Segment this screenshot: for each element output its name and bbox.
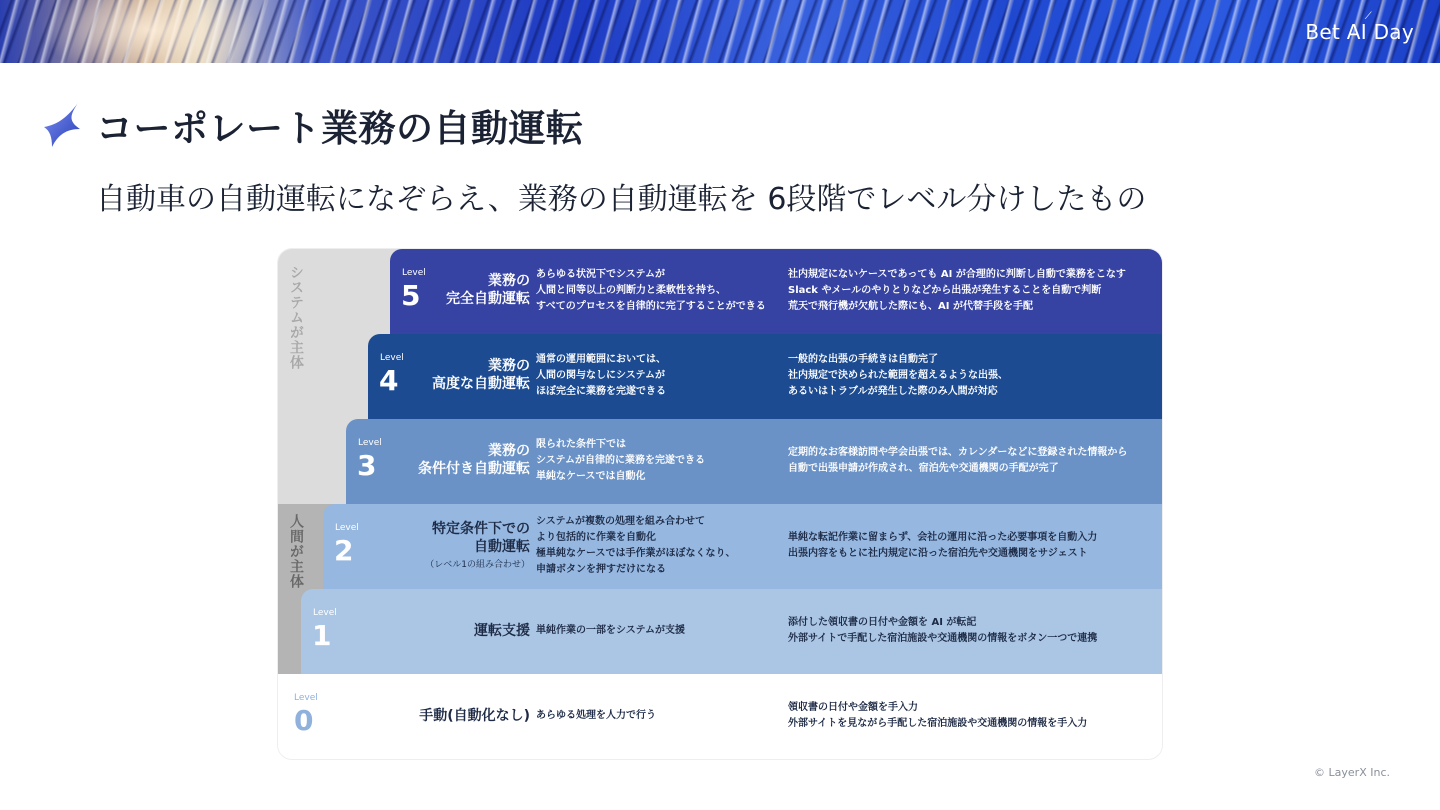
level-label: Level	[380, 353, 404, 363]
level-name	[368, 357, 530, 393]
description-line: 限られた条件下では	[536, 439, 626, 450]
level-number: 1	[312, 619, 332, 652]
level-label: Level	[402, 268, 426, 278]
level-name-line: 条件付き自動運転	[418, 461, 530, 477]
brand-text: Bet AI Day	[1305, 20, 1414, 44]
level-row-1	[301, 589, 1162, 674]
description-line: システムが複数の処理を組み合わせて	[536, 516, 705, 527]
level-row-2	[323, 504, 1162, 589]
description-line: より包括的に作業を自動化	[536, 532, 656, 543]
level-number: 0	[294, 704, 314, 737]
level-name-line: 業務の	[488, 443, 530, 459]
level-name-line: 業務の	[488, 273, 530, 289]
description-line: 人間の関与なしにシステムが	[536, 370, 665, 381]
brand-logo	[1305, 11, 1414, 44]
level-name	[346, 442, 530, 478]
level-name-line: 特定条件下での	[432, 521, 530, 537]
example-line: 荒天で飛行機が欠航した際にも、AI が代替手段を手配	[788, 301, 1033, 312]
example-line: Slack やメールのやりとりなどから出張が発生することを自動で判断	[788, 285, 1102, 296]
level-name-line: 自動運転	[474, 539, 530, 555]
description-line: 申請ボタンを押すだけになる	[536, 564, 666, 575]
description-line: 通常の運用範囲においては、	[536, 354, 666, 365]
level-row-3	[346, 419, 1162, 504]
description-line: 単純作業の一部をシステムが支援	[536, 625, 685, 636]
level-label: Level	[313, 608, 337, 618]
description-line: 人間と同等以上の判断力と柔軟性を持ち、	[536, 285, 726, 296]
example-line: 外部サイトで手配した宿泊施設や交通機関の情報をボタン一つで連携	[788, 633, 1098, 644]
example-line: 外部サイトを見ながら手配した宿泊施設や交通機関の情報を手入力	[788, 718, 1088, 729]
level-number: 2	[334, 534, 354, 567]
description-line: すべてのプロセスを自律的に完了することができる	[536, 301, 766, 312]
human-side-label: 人間が主体	[288, 514, 304, 589]
example-line: 自動で出張申請が作成され、宿泊先や交通機関の手配が完了	[788, 463, 1059, 474]
level-name-line: 業務の	[488, 358, 530, 374]
level-example	[788, 700, 1148, 732]
description-line: あらゆる状況下でシステムが	[536, 269, 665, 280]
level-description	[536, 623, 776, 639]
levels-table	[278, 249, 1162, 759]
example-line: 社内規定にないケースであっても AI が合理的に判断し自動で業務をこなす	[788, 269, 1126, 280]
example-line: 領収書の日付や金額を手入力	[788, 702, 918, 713]
level-description	[536, 267, 776, 315]
level-row-0	[278, 674, 1162, 759]
description-line: あらゆる処理を人力で行う	[536, 710, 656, 721]
level-description	[536, 437, 776, 485]
level-label: Level	[358, 438, 382, 448]
description-line: ほぼ完全に業務を完遂できる	[536, 386, 666, 397]
level-label: Level	[294, 693, 318, 703]
level-example	[788, 267, 1148, 315]
system-side-label: システムが主体	[288, 265, 304, 370]
level-name	[330, 520, 530, 574]
level-example	[788, 615, 1148, 647]
level-name-note: （レベル1の組み合わせ）	[425, 560, 530, 570]
example-line: あるいはトラブルが発生した際のみ人間が対応	[788, 386, 998, 397]
copyright: © LayerX Inc.	[1314, 766, 1390, 779]
page-title: コーポレート業務の自動運転	[96, 107, 584, 150]
level-description	[536, 514, 776, 578]
level-label: Level	[335, 523, 359, 533]
level-number: 3	[357, 449, 377, 482]
spark-icon: ⟋	[1364, 11, 1372, 22]
description-line: 単純なケースでは自動化	[536, 471, 646, 482]
description-line: 極単純なケースでは手作業がほぼなくなり、	[536, 548, 736, 559]
sparkle-icon	[44, 101, 82, 149]
level-number: 5	[401, 279, 421, 312]
banner-glow	[40, 0, 260, 63]
title-row	[44, 98, 584, 152]
example-line: 出張内容をもとに社内規定に沿った宿泊先や交通機関をサジェスト	[788, 548, 1088, 559]
level-example	[788, 352, 1148, 400]
header-banner	[0, 0, 1440, 63]
level-description	[536, 352, 776, 400]
example-line: 単純な転記作業に留まらず、会社の運用に沿った必要事項を自動入力	[788, 532, 1098, 543]
example-line: 社内規定で決められた範囲を超えるような出張、	[788, 370, 1008, 381]
page-subtitle: 自動車の自動運転になぞらえ、業務の自動運転を 6段階でレベル分けしたもの	[96, 182, 1147, 217]
level-name	[330, 707, 530, 725]
example-line: 定期的なお客様訪問や学会出張では、カレンダーなどに登録された情報から	[788, 447, 1128, 458]
level-example	[788, 445, 1148, 477]
level-example	[788, 530, 1148, 562]
level-number: 4	[379, 364, 399, 397]
level-name	[330, 622, 530, 640]
example-line: 添付した領収書の日付や金額を AI が転記	[788, 617, 977, 628]
level-name-line: 完全自動運転	[446, 291, 530, 307]
level-name	[390, 272, 530, 308]
level-row-5	[390, 249, 1162, 334]
level-name-line: 手動(自動化なし)	[419, 708, 530, 724]
example-line: 一般的な出張の手続きは自動完了	[788, 354, 938, 365]
level-description	[536, 708, 776, 724]
level-name-line: 高度な自動運転	[432, 376, 530, 392]
description-line: システムが自律的に業務を完遂できる	[536, 455, 705, 466]
level-row-4	[368, 334, 1162, 419]
level-name-line: 運転支援	[474, 623, 530, 639]
